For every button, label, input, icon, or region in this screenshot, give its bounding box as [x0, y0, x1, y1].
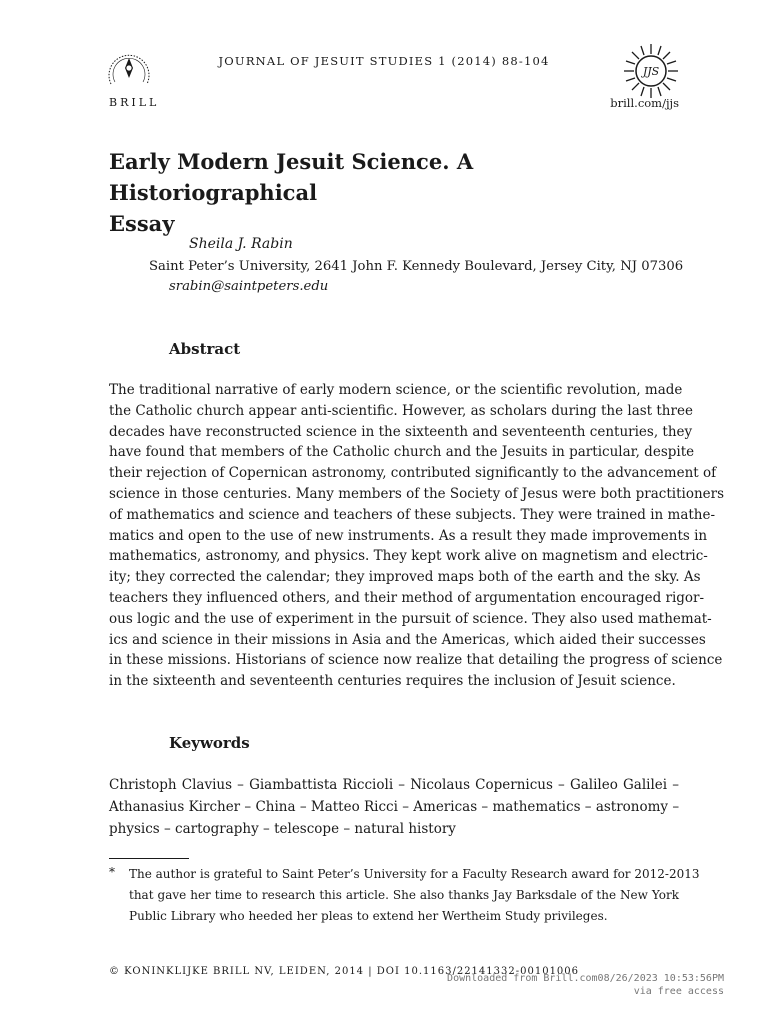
abstract-line: their rejection of Copernican astronomy, contributed significantly to the advancement of	[109, 465, 717, 482]
footnote-text	[129, 864, 700, 927]
abstract-text	[109, 380, 725, 692]
abstract-line: science in those centuries. Many members of the Society of Jesus were both practitioners	[109, 485, 725, 502]
footnote-divider	[109, 858, 189, 859]
abstract-line: ics and science in their missions in Asia and the Americas, which aided their successes	[109, 631, 706, 648]
abstract-line: ous logic and the use of experiment in the pursuit of science. They also used mathemat-	[109, 610, 712, 627]
abstract-line: teachers they influenced others, and their method of argumentation encouraged rigor-	[109, 589, 705, 606]
keywords-line: physics – cartography – telescope – natural history	[109, 821, 456, 837]
abstract-line: The traditional narrative of early modern science, or the scientific revolution, made	[109, 382, 683, 398]
copyright-doi-line: © KONINKLIJKE BRILL NV, LEIDEN, 2014 | DOI 10.1163/22141332-00101006	[109, 966, 580, 977]
abstract-line: of mathematics and science and teachers of these subjects. They were trained in mathe-	[109, 506, 716, 523]
keywords-line: Christoph Clavius – Giambattista Riccioli – Nicolaus Copernicus – Galileo Galilei –	[109, 777, 679, 793]
author-name: Sheila J. Rabin	[189, 236, 293, 252]
abstract-line: in the sixteenth and seventeenth centuries requires the inclusion of Jesuit science.	[109, 673, 676, 690]
abstract-line: ity; they corrected the calendar; they improved maps both of the earth and the sky. As	[109, 569, 701, 586]
abstract-line: mathematics, astronomy, and physics. They kept work alive on magnetism and electric-	[109, 548, 708, 565]
journal-url-link[interactable]: brill.com/jjs	[610, 96, 679, 110]
journal-citation: JOURNAL OF JESUIT STUDIES 1 (2014) 88-104	[218, 54, 550, 68]
keywords-text	[109, 774, 679, 840]
footnote-line: Public Library who heeded her pleas to extend her Wertheim Study privileges.	[129, 909, 608, 923]
abstract-line: decades have reconstructed science in the sixteenth and seventeenth centuries, they	[109, 423, 693, 440]
title-line: Essay	[109, 211, 175, 236]
abstract-line: matics and open to the use of new instruments. As a result they made improvements in	[109, 527, 708, 544]
abstract-line: have found that members of the Catholic church and the Jesuits in particular, despite	[109, 444, 695, 461]
jjs-logo-text: JJS	[642, 65, 660, 78]
keywords-line: Athanasius Kircher – China – Matteo Ricci – Americas – mathematics – astronomy –	[109, 799, 680, 815]
access-line: via free access	[633, 986, 724, 997]
publisher-name: BRILL	[109, 96, 160, 109]
author-affiliation: Saint Peter’s University, 2641 John F. Kennedy Boulevard, Jersey City, NJ 07306	[149, 259, 684, 274]
keywords-heading: Keywords	[169, 734, 250, 752]
download-watermark	[434, 972, 724, 998]
abstract-line: the Catholic church appear anti-scientific. However, as scholars during the last three	[109, 402, 693, 419]
abstract-heading: Abstract	[169, 340, 241, 358]
download-line: Downloaded from Brill.com08/26/2023 10:53:56PM	[447, 973, 724, 984]
title-line: Early Modern Jesuit Science. A Historiographical	[109, 149, 474, 205]
footnote-line: The author is grateful to Saint Peter’s University for a Faculty Research award for 2012-2013	[129, 867, 700, 881]
footnote-marker: *	[109, 865, 115, 879]
author-email[interactable]: srabin@saintpeters.edu	[169, 279, 329, 294]
jjs-sun-logo	[622, 42, 680, 100]
abstract-line: in these missions. Historians of science now realize that detailing the progress of science	[109, 652, 723, 669]
article-title	[109, 146, 679, 239]
footnote-line: that gave her time to research this article. She also thanks Jay Barksdale of the New York	[129, 888, 679, 902]
